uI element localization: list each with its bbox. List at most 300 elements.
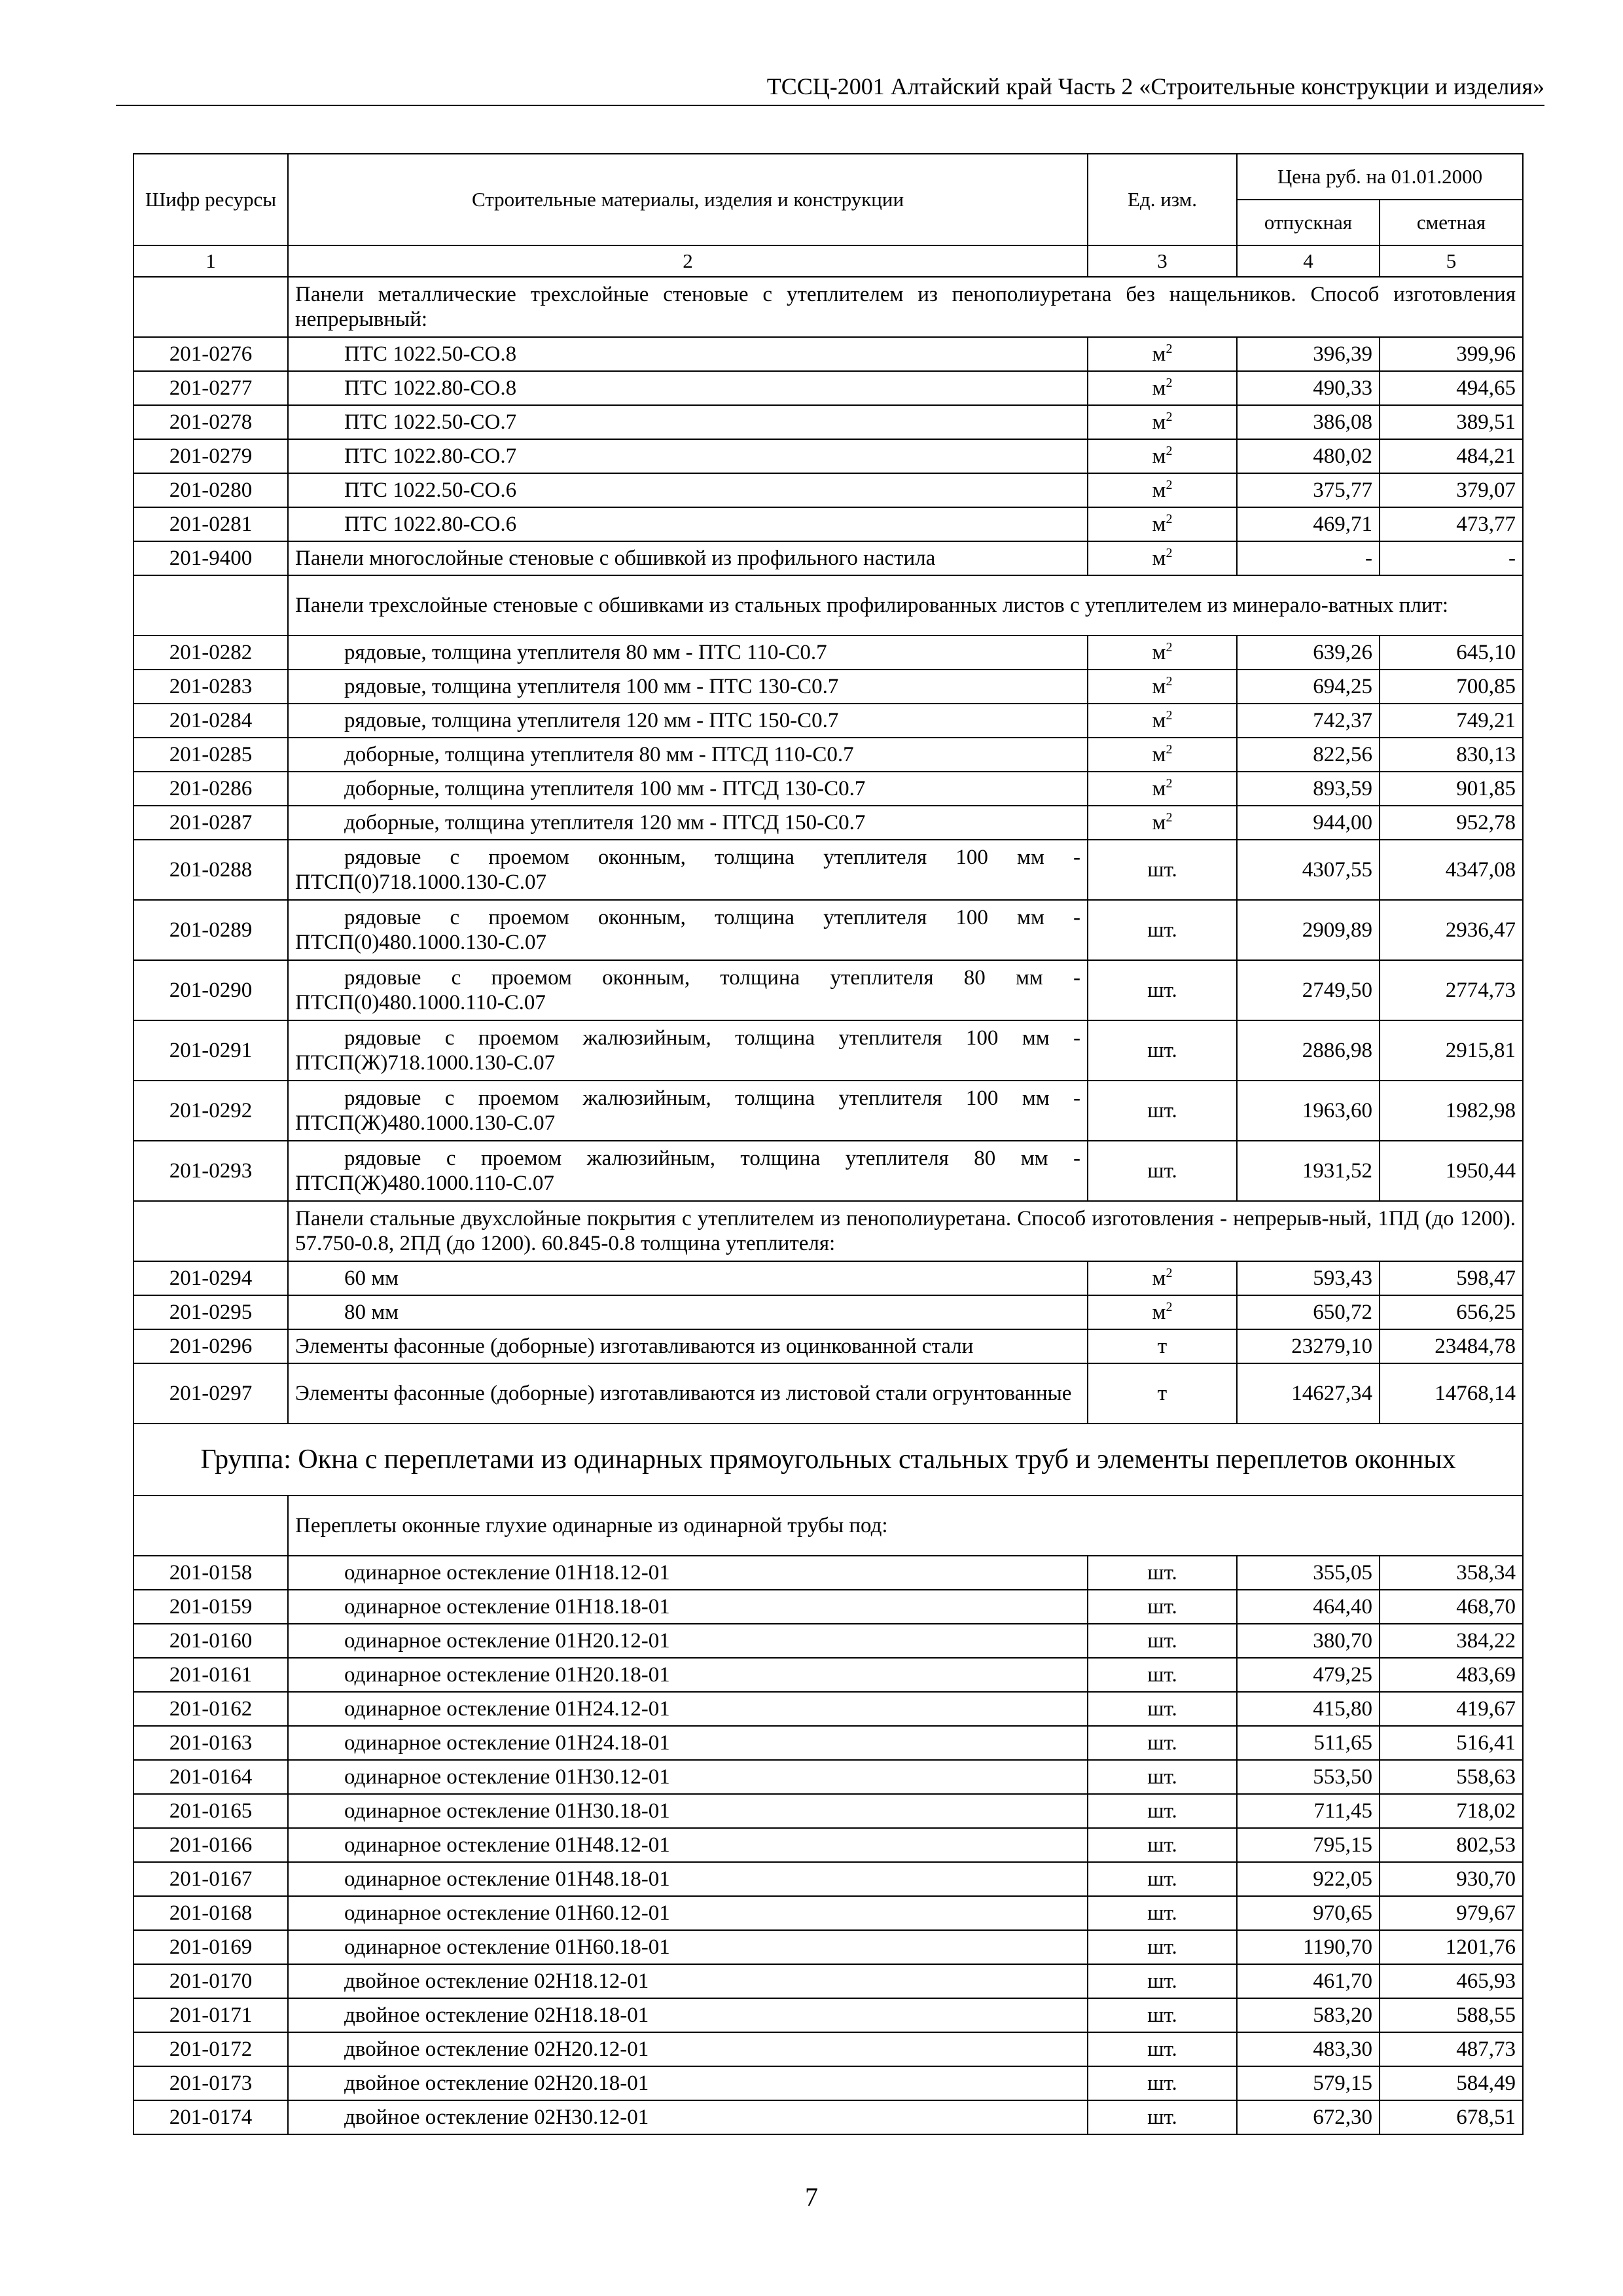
resource-code: 201-0278 xyxy=(134,405,288,439)
resource-code: 201-0286 xyxy=(134,772,288,806)
material-name: двойное остекление 02Н18.18-01 xyxy=(288,1998,1088,2032)
unit: м xyxy=(1152,743,1166,766)
unit: шт. xyxy=(1147,1663,1177,1687)
table-row xyxy=(134,960,1523,1020)
estimate-price: 952,78 xyxy=(1380,806,1523,840)
unit-cell xyxy=(1088,439,1237,473)
group-title: Группа: Окна с переплетами из одинарных прямоугольных стальных труб и элементы переплетов оконных xyxy=(134,1424,1523,1496)
unit-exponent: 2 xyxy=(1166,640,1173,655)
release-price: 1931,52 xyxy=(1237,1141,1380,1201)
release-price: 822,56 xyxy=(1237,738,1380,772)
resource-code: 201-0276 xyxy=(134,337,288,371)
unit: шт. xyxy=(1147,1765,1177,1789)
table-row xyxy=(134,507,1523,541)
release-price: 23279,10 xyxy=(1237,1329,1380,1363)
resource-code: 201-0293 xyxy=(134,1141,288,1201)
table-row xyxy=(134,704,1523,738)
resource-code: 201-0161 xyxy=(134,1658,288,1692)
resource-code: 201-0292 xyxy=(134,1081,288,1141)
unit-cell xyxy=(1088,772,1237,806)
unit-exponent: 2 xyxy=(1166,674,1173,689)
table-row xyxy=(134,1363,1523,1424)
estimate-price: 14768,14 xyxy=(1380,1363,1523,1424)
estimate-price: 700,85 xyxy=(1380,670,1523,704)
unit-cell xyxy=(1088,541,1237,575)
estimate-price: - xyxy=(1380,541,1523,575)
table-row xyxy=(134,1862,1523,1896)
material-name: Панели многослойные стеновые с обшивкой из профильного настила xyxy=(288,541,1088,575)
estimate-price: 473,77 xyxy=(1380,507,1523,541)
material-name: одинарное остекление 01Н30.12-01 xyxy=(288,1760,1088,1794)
unit-cell xyxy=(1088,1930,1237,1964)
release-price: 464,40 xyxy=(1237,1590,1380,1624)
estimate-price: 979,67 xyxy=(1380,1896,1523,1930)
resource-code: 201-0159 xyxy=(134,1590,288,1624)
material-name: одинарное остекление 01Н24.12-01 xyxy=(288,1692,1088,1726)
resource-code: 201-0170 xyxy=(134,1964,288,1998)
table-row xyxy=(134,1658,1523,1692)
table-row xyxy=(134,1998,1523,2032)
material-name: рядовые с проемом жалюзийным, толщина утеплителя 100 мм - ПТСП(Ж)718.1000.130-С.07 xyxy=(288,1020,1088,1081)
unit: м xyxy=(1152,1300,1166,1324)
unit: м xyxy=(1152,478,1166,502)
release-price: 355,05 xyxy=(1237,1556,1380,1590)
unit-cell xyxy=(1088,1692,1237,1726)
unit-cell xyxy=(1088,960,1237,1020)
release-price: 386,08 xyxy=(1237,405,1380,439)
unit: шт. xyxy=(1147,2037,1177,2061)
estimate-price: 930,70 xyxy=(1380,1862,1523,1896)
unit-cell xyxy=(1088,738,1237,772)
unit: шт. xyxy=(1147,858,1177,882)
unit-cell xyxy=(1088,1998,1237,2032)
resource-code: 201-0165 xyxy=(134,1794,288,1828)
unit-cell xyxy=(1088,1363,1237,1424)
unit: шт. xyxy=(1147,978,1177,1002)
unit: м xyxy=(1152,709,1166,732)
release-price: 511,65 xyxy=(1237,1726,1380,1760)
unit: шт. xyxy=(1147,1731,1177,1755)
section-title: Панели трехслойные стеновые с обшивками из стальных профилированных листов с утеплителем из минерало-ватных плит: xyxy=(288,575,1523,636)
unit: м xyxy=(1152,811,1166,834)
unit-exponent: 2 xyxy=(1166,444,1173,458)
section-code-cell xyxy=(134,575,288,636)
release-price: 2886,98 xyxy=(1237,1020,1380,1081)
unit-cell xyxy=(1088,2100,1237,2134)
release-price: 672,30 xyxy=(1237,2100,1380,2134)
estimate-price: 516,41 xyxy=(1380,1726,1523,1760)
material-name: рядовые с проемом оконным, толщина утеплителя 100 мм - ПТСП(0)718.1000.130-С.07 xyxy=(288,840,1088,900)
unit-exponent: 2 xyxy=(1166,742,1173,757)
page-number: 7 xyxy=(805,2182,818,2212)
estimate-price: 465,93 xyxy=(1380,1964,1523,1998)
unit-cell xyxy=(1088,1624,1237,1658)
material-name: рядовые, толщина утеплителя 120 мм - ПТС 150-С0.7 xyxy=(288,704,1088,738)
unit-cell xyxy=(1088,507,1237,541)
col-header-release-price: отпускная xyxy=(1237,200,1380,245)
release-price: 375,77 xyxy=(1237,473,1380,507)
release-price: 742,37 xyxy=(1237,704,1380,738)
table-row xyxy=(134,1930,1523,1964)
unit-cell xyxy=(1088,806,1237,840)
table-row xyxy=(134,738,1523,772)
estimate-price: 399,96 xyxy=(1380,337,1523,371)
estimate-price: 901,85 xyxy=(1380,772,1523,806)
unit-exponent: 2 xyxy=(1166,342,1173,356)
release-price: 795,15 xyxy=(1237,1828,1380,1862)
unit: шт. xyxy=(1147,1561,1177,1585)
unit-cell xyxy=(1088,1295,1237,1329)
material-name: одинарное остекление 01Н60.12-01 xyxy=(288,1896,1088,1930)
estimate-price: 588,55 xyxy=(1380,1998,1523,2032)
resource-code: 201-0281 xyxy=(134,507,288,541)
resource-code: 201-0283 xyxy=(134,670,288,704)
unit-exponent: 2 xyxy=(1166,1300,1173,1314)
estimate-price: 802,53 xyxy=(1380,1828,1523,1862)
estimate-price: 645,10 xyxy=(1380,636,1523,670)
release-price: 396,39 xyxy=(1237,337,1380,371)
section-title: Панели металлические трехслойные стеновые с утеплителем из пенополиуретана без нащельников. Способ изготовления непрерывный: xyxy=(288,277,1523,337)
section-row xyxy=(134,575,1523,636)
unit: шт. xyxy=(1147,1099,1177,1122)
release-price: 639,26 xyxy=(1237,636,1380,670)
table-row xyxy=(134,2100,1523,2134)
release-price: 944,00 xyxy=(1237,806,1380,840)
col-number: 4 xyxy=(1237,245,1380,277)
section-row xyxy=(134,1496,1523,1556)
unit: шт. xyxy=(1147,1833,1177,1857)
material-name: одинарное остекление 01Н30.18-01 xyxy=(288,1794,1088,1828)
table-row xyxy=(134,1828,1523,1862)
section-title: Панели стальные двухслойные покрытия с утеплителем из пенополиуретана. Способ изготовления - непрерыв-ный, 1ПД (до 1200). 57.750-0.8, 2ПД (до 1200). 60.845-0.8 толщина утеплителя: xyxy=(288,1201,1523,1261)
unit-cell xyxy=(1088,900,1237,960)
release-price: 970,65 xyxy=(1237,1896,1380,1930)
unit-cell xyxy=(1088,1862,1237,1896)
unit-cell xyxy=(1088,704,1237,738)
unit-cell xyxy=(1088,1658,1237,1692)
table-row xyxy=(134,806,1523,840)
resource-code: 201-0295 xyxy=(134,1295,288,1329)
material-name: одинарное остекление 01Н48.18-01 xyxy=(288,1862,1088,1896)
estimate-price: 718,02 xyxy=(1380,1794,1523,1828)
unit: шт. xyxy=(1147,1867,1177,1891)
col-header-code: Шифр ресурсы xyxy=(134,154,288,245)
unit-exponent: 2 xyxy=(1166,512,1173,526)
material-name: одинарное остекление 01Н20.12-01 xyxy=(288,1624,1088,1658)
unit: шт. xyxy=(1147,1039,1177,1062)
unit-exponent: 2 xyxy=(1166,478,1173,492)
estimate-price: 830,13 xyxy=(1380,738,1523,772)
release-price: 1190,70 xyxy=(1237,1930,1380,1964)
unit-cell xyxy=(1088,1261,1237,1295)
resource-code: 201-0163 xyxy=(134,1726,288,1760)
material-name: ПТС 1022.50-СО.6 xyxy=(288,473,1088,507)
table-row xyxy=(134,772,1523,806)
material-name: ПТС 1022.50-СО.8 xyxy=(288,337,1088,371)
unit-exponent: 2 xyxy=(1166,708,1173,723)
section-code-cell xyxy=(134,1496,288,1556)
material-name: одинарное остекление 01Н20.18-01 xyxy=(288,1658,1088,1692)
estimate-price: 384,22 xyxy=(1380,1624,1523,1658)
unit: шт. xyxy=(1147,1901,1177,1925)
unit-cell xyxy=(1088,1141,1237,1201)
material-name: рядовые, толщина утеплителя 100 мм - ПТС 130-С0.7 xyxy=(288,670,1088,704)
resource-code: 201-0285 xyxy=(134,738,288,772)
material-name: двойное остекление 02Н18.12-01 xyxy=(288,1964,1088,1998)
release-price: 1963,60 xyxy=(1237,1081,1380,1141)
table-row xyxy=(134,2032,1523,2066)
material-name: Элементы фасонные (доборные) изготавливаются из оцинкованной стали xyxy=(288,1329,1088,1363)
material-name: Элементы фасонные (доборные) изготавливаются из листовой стали огрунтованные xyxy=(288,1363,1088,1424)
material-name: двойное остекление 02Н20.18-01 xyxy=(288,2066,1088,2100)
unit-cell xyxy=(1088,670,1237,704)
material-name: рядовые с проемом жалюзийным, толщина утеплителя 100 мм - ПТСП(Ж)480.1000.130-С.07 xyxy=(288,1081,1088,1141)
table-row xyxy=(134,405,1523,439)
section-code-cell xyxy=(134,277,288,337)
release-price: 480,02 xyxy=(1237,439,1380,473)
resource-code: 201-0282 xyxy=(134,636,288,670)
unit-exponent: 2 xyxy=(1166,776,1173,791)
release-price: 579,15 xyxy=(1237,2066,1380,2100)
unit-cell xyxy=(1088,1964,1237,1998)
section-title: Переплеты оконные глухие одинарные из одинарной трубы под: xyxy=(288,1496,1523,1556)
resource-code: 201-0158 xyxy=(134,1556,288,1590)
section-row xyxy=(134,277,1523,337)
release-price: 593,43 xyxy=(1237,1261,1380,1295)
unit: т xyxy=(1157,1335,1168,1358)
release-price: 922,05 xyxy=(1237,1862,1380,1896)
unit: м xyxy=(1152,777,1166,800)
unit: шт. xyxy=(1147,1697,1177,1721)
unit-cell xyxy=(1088,371,1237,405)
resource-code: 201-0169 xyxy=(134,1930,288,1964)
unit: м xyxy=(1152,547,1166,570)
release-price: 553,50 xyxy=(1237,1760,1380,1794)
estimate-price: 1201,76 xyxy=(1380,1930,1523,1964)
table-row xyxy=(134,1590,1523,1624)
estimate-price: 2774,73 xyxy=(1380,960,1523,1020)
release-price: 461,70 xyxy=(1237,1964,1380,1998)
release-price: 479,25 xyxy=(1237,1658,1380,1692)
release-price: 650,72 xyxy=(1237,1295,1380,1329)
section-row xyxy=(134,1201,1523,1261)
unit-cell xyxy=(1088,1556,1237,1590)
unit: шт. xyxy=(1147,1629,1177,1653)
unit-cell xyxy=(1088,1020,1237,1081)
estimate-price: 487,73 xyxy=(1380,2032,1523,2066)
col-number: 2 xyxy=(288,245,1088,277)
material-name: ПТС 1022.80-СО.6 xyxy=(288,507,1088,541)
material-name: рядовые с проемом жалюзийным, толщина утеплителя 80 мм - ПТСП(Ж)480.1000.110-С.07 xyxy=(288,1141,1088,1201)
price-table xyxy=(133,153,1524,2135)
resource-code: 201-0291 xyxy=(134,1020,288,1081)
group-row xyxy=(134,1424,1523,1496)
estimate-price: 484,21 xyxy=(1380,439,1523,473)
unit-cell xyxy=(1088,1081,1237,1141)
table-body xyxy=(134,277,1523,2134)
unit-cell xyxy=(1088,1794,1237,1828)
table-row xyxy=(134,2066,1523,2100)
unit-cell xyxy=(1088,2032,1237,2066)
resource-code: 201-0164 xyxy=(134,1760,288,1794)
table-row xyxy=(134,1556,1523,1590)
material-name: 60 мм xyxy=(288,1261,1088,1295)
unit: м xyxy=(1152,512,1166,536)
unit: м xyxy=(1152,1266,1166,1290)
material-name: одинарное остекление 01Н18.18-01 xyxy=(288,1590,1088,1624)
table-row xyxy=(134,1692,1523,1726)
resource-code: 201-0296 xyxy=(134,1329,288,1363)
material-name: ПТС 1022.80-СО.8 xyxy=(288,371,1088,405)
resource-code: 201-0277 xyxy=(134,371,288,405)
resource-code: 201-0173 xyxy=(134,2066,288,2100)
unit: шт. xyxy=(1147,1935,1177,1959)
release-price: 483,30 xyxy=(1237,2032,1380,2066)
col-number: 3 xyxy=(1088,245,1237,277)
unit: м xyxy=(1152,641,1166,664)
unit: м xyxy=(1152,410,1166,434)
table-row xyxy=(134,900,1523,960)
material-name: рядовые с проемом оконным, толщина утеплителя 100 мм - ПТСП(0)480.1000.130-С.07 xyxy=(288,900,1088,960)
estimate-price: 23484,78 xyxy=(1380,1329,1523,1363)
estimate-price: 358,34 xyxy=(1380,1556,1523,1590)
estimate-price: 2915,81 xyxy=(1380,1020,1523,1081)
release-price: 490,33 xyxy=(1237,371,1380,405)
col-number: 5 xyxy=(1380,245,1523,277)
unit-cell xyxy=(1088,1896,1237,1930)
material-name: двойное остекление 02Н20.12-01 xyxy=(288,2032,1088,2066)
release-price: 711,45 xyxy=(1237,1794,1380,1828)
estimate-price: 656,25 xyxy=(1380,1295,1523,1329)
table-row xyxy=(134,1020,1523,1081)
unit-cell xyxy=(1088,405,1237,439)
release-price: 4307,55 xyxy=(1237,840,1380,900)
estimate-price: 2936,47 xyxy=(1380,900,1523,960)
unit: шт. xyxy=(1147,918,1177,942)
release-price: 694,25 xyxy=(1237,670,1380,704)
resource-code: 201-9400 xyxy=(134,541,288,575)
unit-exponent: 2 xyxy=(1166,410,1173,424)
unit-cell xyxy=(1088,840,1237,900)
material-name: доборные, толщина утеплителя 80 мм - ПТСД 110-С0.7 xyxy=(288,738,1088,772)
material-name: рядовые с проемом оконным, толщина утеплителя 80 мм - ПТСП(0)480.1000.110-С.07 xyxy=(288,960,1088,1020)
unit-cell xyxy=(1088,1590,1237,1624)
resource-code: 201-0174 xyxy=(134,2100,288,2134)
material-name: одинарное остекление 01Н60.18-01 xyxy=(288,1930,1088,1964)
table-row xyxy=(134,1760,1523,1794)
col-header-estimate-price: сметная xyxy=(1380,200,1523,245)
unit: шт. xyxy=(1147,2106,1177,2129)
table-row xyxy=(134,1329,1523,1363)
material-name: доборные, толщина утеплителя 100 мм - ПТСД 130-С0.7 xyxy=(288,772,1088,806)
estimate-price: 494,65 xyxy=(1380,371,1523,405)
unit-cell xyxy=(1088,1329,1237,1363)
unit: м xyxy=(1152,675,1166,698)
unit-cell xyxy=(1088,337,1237,371)
col-number: 1 xyxy=(134,245,288,277)
unit-exponent: 2 xyxy=(1166,810,1173,825)
resource-code: 201-0287 xyxy=(134,806,288,840)
unit: м xyxy=(1152,342,1166,366)
unit-cell xyxy=(1088,1760,1237,1794)
resource-code: 201-0168 xyxy=(134,1896,288,1930)
unit-cell xyxy=(1088,636,1237,670)
unit-exponent: 2 xyxy=(1166,376,1173,390)
unit: м xyxy=(1152,444,1166,468)
table-row xyxy=(134,337,1523,371)
material-name: одинарное остекление 01Н24.18-01 xyxy=(288,1726,1088,1760)
resource-code: 201-0289 xyxy=(134,900,288,960)
release-price: 415,80 xyxy=(1237,1692,1380,1726)
table-row xyxy=(134,1726,1523,1760)
unit: м xyxy=(1152,376,1166,400)
section-code-cell xyxy=(134,1201,288,1261)
material-name: двойное остекление 02Н30.12-01 xyxy=(288,2100,1088,2134)
resource-code: 201-0290 xyxy=(134,960,288,1020)
release-price: 583,20 xyxy=(1237,1998,1380,2032)
release-price: 14627,34 xyxy=(1237,1363,1380,1424)
unit-exponent: 2 xyxy=(1166,546,1173,560)
release-price: - xyxy=(1237,541,1380,575)
resource-code: 201-0167 xyxy=(134,1862,288,1896)
unit: шт. xyxy=(1147,2072,1177,2095)
resource-code: 201-0279 xyxy=(134,439,288,473)
unit: шт. xyxy=(1147,1159,1177,1183)
material-name: одинарное остекление 01Н18.12-01 xyxy=(288,1556,1088,1590)
material-name: одинарное остекление 01Н48.12-01 xyxy=(288,1828,1088,1862)
table-row xyxy=(134,473,1523,507)
material-name: рядовые, толщина утеплителя 80 мм - ПТС 110-С0.7 xyxy=(288,636,1088,670)
estimate-price: 598,47 xyxy=(1380,1261,1523,1295)
resource-code: 201-0280 xyxy=(134,473,288,507)
material-name: доборные, толщина утеплителя 120 мм - ПТСД 150-С0.7 xyxy=(288,806,1088,840)
table-row xyxy=(134,1261,1523,1295)
resource-code: 201-0162 xyxy=(134,1692,288,1726)
unit-cell xyxy=(1088,473,1237,507)
release-price: 2749,50 xyxy=(1237,960,1380,1020)
table-row xyxy=(134,1081,1523,1141)
unit: шт. xyxy=(1147,1969,1177,1993)
col-header-unit: Ед. изм. xyxy=(1088,154,1237,245)
table-row xyxy=(134,541,1523,575)
table-row xyxy=(134,1794,1523,1828)
table-header xyxy=(134,154,1523,277)
table-row xyxy=(134,636,1523,670)
table-row xyxy=(134,1141,1523,1201)
estimate-price: 389,51 xyxy=(1380,405,1523,439)
resource-code: 201-0171 xyxy=(134,1998,288,2032)
table-row xyxy=(134,670,1523,704)
estimate-price: 584,49 xyxy=(1380,2066,1523,2100)
unit-cell xyxy=(1088,1828,1237,1862)
col-header-price: Цена руб. на 01.01.2000 xyxy=(1237,154,1523,200)
resource-code: 201-0172 xyxy=(134,2032,288,2066)
estimate-price: 4347,08 xyxy=(1380,840,1523,900)
unit: шт. xyxy=(1147,1595,1177,1619)
estimate-price: 1950,44 xyxy=(1380,1141,1523,1201)
unit: т xyxy=(1157,1382,1168,1405)
release-price: 893,59 xyxy=(1237,772,1380,806)
estimate-price: 749,21 xyxy=(1380,704,1523,738)
col-header-name: Строительные материалы, изделия и конструкции xyxy=(288,154,1088,245)
unit-cell xyxy=(1088,2066,1237,2100)
resource-code: 201-0288 xyxy=(134,840,288,900)
estimate-price: 419,67 xyxy=(1380,1692,1523,1726)
unit-exponent: 2 xyxy=(1166,1266,1173,1280)
estimate-price: 379,07 xyxy=(1380,473,1523,507)
estimate-price: 678,51 xyxy=(1380,2100,1523,2134)
estimate-price: 468,70 xyxy=(1380,1590,1523,1624)
